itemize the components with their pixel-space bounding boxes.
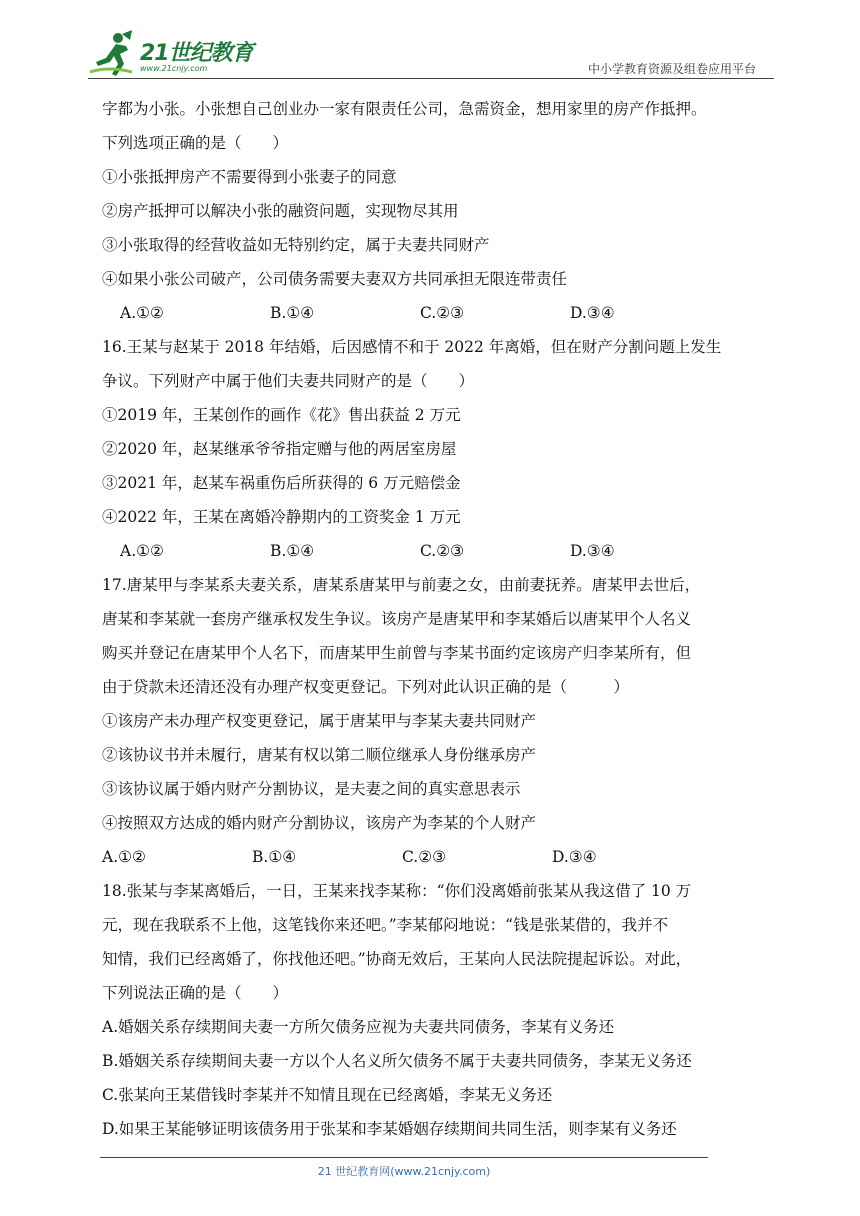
question-line: 知情，我们已经离婚了，你找他还吧。”协商无效后，王某向人民法院提起诉讼。对此， (102, 950, 692, 968)
statement-4: ④如果小张公司破产，公司债务需要夫妻双方共同承担无限连带责任 (102, 270, 568, 288)
option-d: D.③④ (570, 542, 615, 560)
header-divider (88, 78, 774, 79)
option-c: C.张某向王某借钱时李某并不知情且现在已经离婚，李某无义务还 (102, 1086, 553, 1104)
page-footer: 21 世纪教育网(www.21cnjy.com) (317, 1165, 491, 1178)
question-17 (102, 568, 772, 874)
option-c: C.②③ (420, 542, 465, 560)
statement-1: ①小张抵押房产不需要得到小张妻子的同意 (102, 168, 397, 186)
question-line: 元，现在我联系不上他，这笔钱你来还吧。”李某郁闷地说：“钱是张某借的，我并不 (102, 916, 669, 934)
statement-3: ③2021 年，赵某车祸重伤后所获得的 6 万元赔偿金 (102, 474, 461, 492)
question-line: 由于贷款未还清还没有办理产权变更登记。下列对此认识正确的是（ ） (102, 678, 630, 696)
statement-4: ④2022 年，王某在离婚冷静期内的工资奖金 1 万元 (102, 508, 461, 526)
question-line: 字都为小张。小张想自己创业办一家有限责任公司，急需资金，想用家里的房产作抵押。 (102, 100, 707, 118)
option-d: D.如果王某能够证明该债务用于张某和李某婚姻存续期间共同生活，则李某有义务还 (102, 1120, 677, 1138)
question-line: 争议。下列财产中属于他们夫妻共同财产的是（ ） (102, 372, 475, 390)
question-line: 17.唐某甲与李某系夫妻关系，唐某系唐某甲与前妻之女，由前妻抚养。唐某甲去世后， (102, 576, 701, 594)
statement-3: ③小张取得的经营收益如无特别约定，属于夫妻共同财产 (102, 236, 490, 254)
logo-text: 21世纪教育 (140, 41, 253, 66)
question-content (102, 92, 772, 1146)
question-line: 唐某和李某就一套房产继承权发生争议。该房产是唐某甲和李某婚后以唐某甲个人名义 (102, 610, 692, 628)
statement-1: ①该房产未办理产权变更登记，属于唐某甲与李某夫妻共同财产 (102, 712, 537, 730)
option-b: B.婚姻关系存续期间夫妻一方以个人名义所欠债务不属于夫妻共同债务，李某无义务还 (102, 1052, 692, 1070)
runner-icon (88, 28, 144, 80)
option-a: A.婚姻关系存续期间夫妻一方所欠债务应视为夫妻共同债务，李某有义务还 (102, 1018, 615, 1036)
statement-3: ③该协议属于婚内财产分割协议，是夫妻之间的真实意思表示 (102, 780, 521, 798)
question-line: 购买并登记在唐某甲个人名下，而唐某甲生前曾与李某书面约定该房产归李某所有，但 (102, 644, 692, 662)
statement-2: ②该协议书并未履行，唐某有权以第二顺位继承人身份继承房产 (102, 746, 537, 764)
option-a: A.①② (120, 542, 164, 560)
question-15 (102, 92, 772, 330)
statement-2: ②2020 年，赵某继承爷爷指定赠与他的两居室房屋 (102, 440, 457, 458)
answer-options (102, 840, 772, 874)
question-16 (102, 330, 772, 568)
statement-4: ④按照双方达成的婚内财产分割协议，该房产为李某的个人财产 (102, 814, 537, 832)
question-18 (102, 874, 772, 1146)
answer-options (102, 534, 772, 568)
option-c: C.②③ (420, 304, 465, 322)
option-c: C.②③ (402, 848, 447, 866)
question-line: 下列说法正确的是（ ） (102, 984, 289, 1002)
option-a: A.①② (102, 848, 146, 866)
footer-divider (100, 1157, 708, 1158)
answer-options (102, 296, 772, 330)
question-line: 16.王某与赵某于 2018 年结婚，后因感情不和于 2022 年离婚，但在财产分割问题上发生 (102, 338, 722, 356)
option-b: B.①④ (270, 304, 315, 322)
header-platform-label: 中小学教育资源及组卷应用平台 (587, 62, 756, 76)
question-line: 18.张某与李某离婚后，一日，王某来找李某称：“你们没离婚前张某从我这借了 10 万 (102, 882, 692, 900)
option-b: B.①④ (252, 848, 297, 866)
statement-1: ①2019 年，王某创作的画作《花》售出获益 2 万元 (102, 406, 461, 424)
question-line: 下列选项正确的是（ ） (102, 134, 289, 152)
option-a: A.①② (120, 304, 164, 322)
option-d: D.③④ (552, 848, 597, 866)
site-logo (88, 26, 268, 82)
option-b: B.①④ (270, 542, 315, 560)
page-header (88, 26, 774, 82)
statement-2: ②房产抵押可以解决小张的融资问题，实现物尽其用 (102, 202, 459, 220)
logo-url: www.21cnjy.com (140, 64, 208, 73)
option-d: D.③④ (570, 304, 615, 322)
